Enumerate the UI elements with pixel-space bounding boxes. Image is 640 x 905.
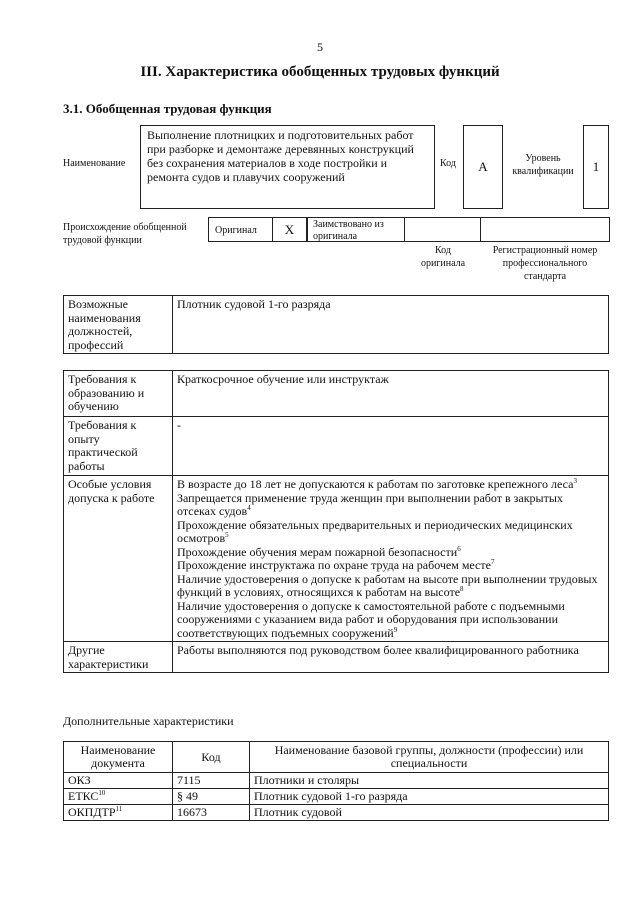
function-name-value: Выполнение плотницких и подготовительных работ при разборке и демонтаже деревянных конструкций без сохранения материалов в ходе постройки и ремонта судов и плавучих сооружений (147, 128, 414, 184)
condition-item: Прохождение обязательных предварительных и периодических медицинских осмотров$^5$ (177, 517, 573, 545)
conditions-label: Особые условия допуска к работе (64, 476, 173, 642)
col-name-header: Наименование базовой группы, должности (профессии) или специальности (250, 742, 609, 773)
code-original-box (404, 217, 481, 242)
other-value: Работы выполняются под руководством более квалифицированного работника (173, 642, 609, 673)
level-box (583, 125, 609, 209)
table-row (64, 296, 609, 354)
row-code: 7115 (173, 773, 250, 789)
subsection-title: 3.1. Обобщенная трудовая функция (63, 101, 272, 116)
table-row (64, 773, 609, 789)
origin-label: Происхождение обобщенной трудовой функции (63, 222, 187, 246)
experience-value: - (173, 417, 609, 476)
condition-item: В возрасте до 18 лет не допускаются к работам по заготовке крепежного леса$^3$ (177, 477, 577, 491)
requirements-table (63, 370, 609, 673)
table-header-row (64, 742, 609, 773)
experience-label: Требования к опыту практической работы (64, 417, 173, 476)
table-row (64, 805, 609, 821)
education-value: Краткосрочное обучение или инструктаж (173, 371, 609, 417)
col-code-header: Код (173, 742, 250, 773)
table-row (64, 476, 609, 642)
name-label: Наименование (63, 158, 126, 169)
other-label: Другие характеристики (64, 642, 173, 673)
positions-value: Плотник судовой 1-го разряда (173, 296, 609, 354)
row-name: Плотник судовой (250, 805, 609, 821)
condition-item: Запрещается применение труда женщин при выполнении работ в закрытых отсеках судов$^4$ (177, 490, 563, 518)
row-doc: ЕТКС$^{10}$ (64, 789, 173, 805)
level-value: 1 (592, 159, 600, 174)
positions-label: Возможные наименования должностей, профессий (64, 296, 173, 354)
level-label: Уровень квалификации (512, 153, 574, 177)
original-mark-box (272, 217, 307, 242)
additional-table (63, 741, 609, 821)
table-row (64, 642, 609, 673)
original-label: Оригинал (215, 225, 257, 236)
original-mark: X (284, 222, 295, 237)
code-original-label: Код оригинала (420, 245, 466, 269)
education-label: Требования к образованию и обучению (64, 371, 173, 417)
condition-item: Прохождение обучения мерам пожарной безопасности$^6$ (177, 544, 461, 559)
condition-item: Наличие удостоверения о допуске к работам на высоте при выполнении трудовых функций в условиях, относящихся к работам на высоте$^8$ (177, 571, 598, 599)
condition-item: Прохождение инструктажа по охране труда на рабочем месте$^7$ (177, 558, 495, 572)
col-doc-header: Наименование документа (64, 742, 173, 773)
row-code: 16673 (173, 805, 250, 821)
table-row (64, 371, 609, 417)
table-row (64, 789, 609, 805)
borrowed-label: Заимствовано из оригинала (313, 219, 384, 242)
page-number: 5 (317, 40, 323, 54)
table-row (64, 417, 609, 476)
row-code: § 49 (173, 789, 250, 805)
positions-table (63, 295, 609, 354)
conditions-list (173, 476, 609, 642)
section-title: III. Характеристика обобщенных трудовых функций (140, 64, 500, 80)
borrowed-box (307, 217, 405, 242)
row-name: Плотники и столяры (250, 773, 609, 789)
reg-number-label: Регистрационный номер профессионального стандарта (492, 245, 598, 282)
row-doc: ОКЗ (64, 773, 173, 789)
code-box (463, 125, 503, 209)
row-doc: ОКПДТР$^{11}$ (64, 805, 173, 821)
code-label: Код (440, 158, 456, 169)
row-name: Плотник судовой 1-го разряда (250, 789, 609, 805)
reg-number-box (480, 217, 610, 242)
additional-title: Дополнительные характеристики (63, 714, 234, 728)
function-name-box (140, 125, 435, 209)
code-value: A (478, 159, 488, 174)
condition-item: Наличие удостоверения о допуске к самостоятельной работе с подъемными сооружениями с указанием вида работ и оборудования при использовании соответствующих подъемных сооружений$^9$ (177, 598, 565, 640)
